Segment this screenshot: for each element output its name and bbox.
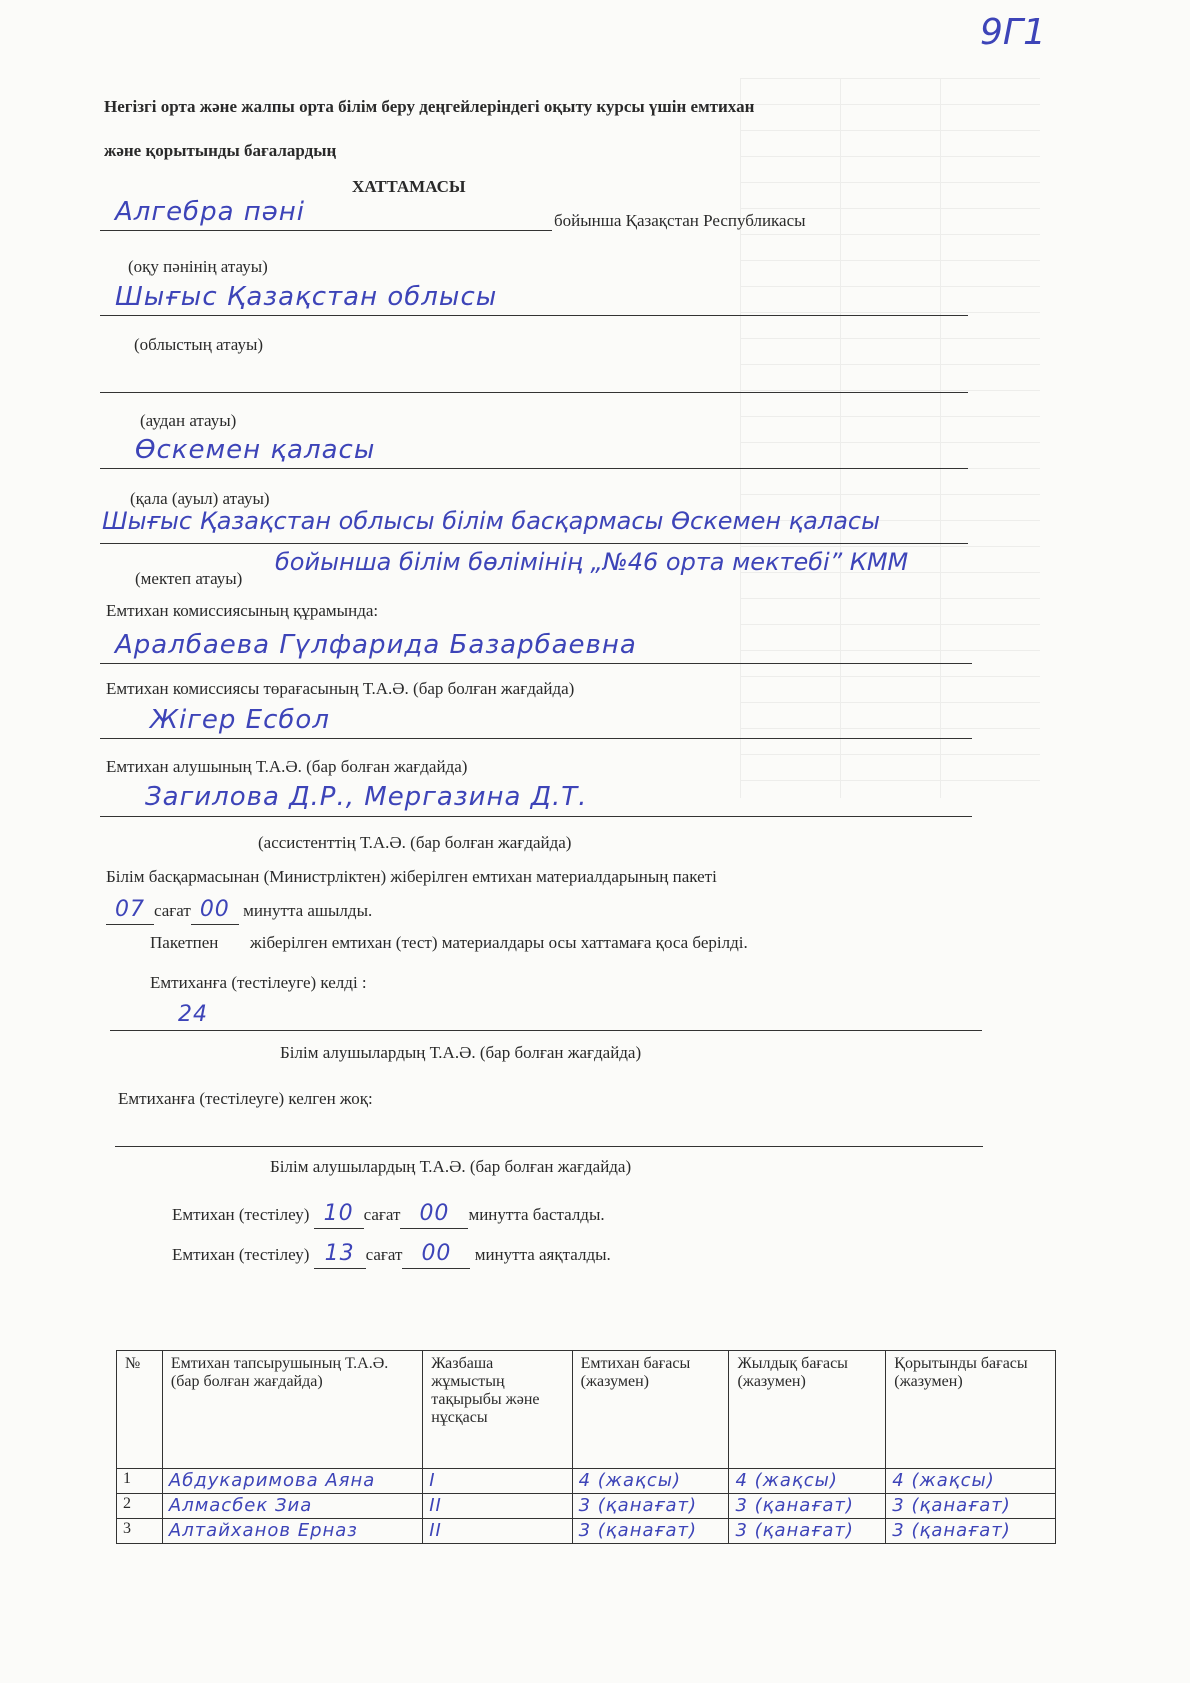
grades-table	[116, 1350, 1056, 1544]
row-final-grade: 3 (қанағат)	[886, 1494, 1056, 1519]
subject-line	[100, 230, 552, 231]
start-minute-label: минутта басталды.	[468, 1205, 605, 1224]
header-annual-grade: Жылдық бағасы (жазумен)	[729, 1351, 886, 1469]
subject-value: Алгебра пәні	[115, 197, 306, 227]
row-final-grade: 4 (жақсы)	[886, 1469, 1056, 1494]
row-name: Алтайханов Ерназ	[162, 1519, 422, 1544]
package-minute-blank	[191, 896, 239, 925]
row-annual-grade: 4 (жақсы)	[729, 1469, 886, 1494]
package-minute-label: минутта ашылды.	[243, 901, 373, 920]
header-examinee-name: Емтихан тапсырушының Т.А.Ә. (бар болған жағдайда)	[162, 1351, 422, 1469]
row-number: 2	[117, 1494, 163, 1519]
school-line	[100, 543, 968, 544]
row-exam-grade: 3 (қанағат)	[572, 1519, 729, 1544]
chair-label: Емтихан комиссиясы төрағасының Т.А.Ә. (бар болған жағдайда)	[106, 679, 575, 698]
row-number: 3	[117, 1519, 163, 1544]
arrived-line	[110, 1030, 982, 1031]
commission-label: Емтихан комиссиясының құрамында:	[106, 601, 379, 620]
table-row	[117, 1494, 1056, 1519]
end-hour-label: сағат	[365, 1245, 403, 1264]
school-caption: (мектеп атауы)	[135, 569, 243, 588]
absent-caption: Білім алушылардың Т.А.Ә. (бар болған жағдайда)	[270, 1157, 632, 1176]
start-hour-blank	[314, 1200, 364, 1229]
arrived-value: 24	[178, 1002, 208, 1027]
table-row	[117, 1469, 1056, 1494]
chair-value: Жігер Есбол	[150, 705, 330, 735]
end-hour-blank	[314, 1240, 366, 1269]
package-time	[106, 896, 372, 925]
city-caption: (қала (ауыл) атауы)	[130, 489, 270, 508]
end-minute-label: минутта аяқталды.	[474, 1245, 611, 1264]
arrived-label: Емтиханға (тестілеуге) келді :	[150, 973, 367, 992]
subject-suffix: бойынша Қазақстан Республикасы	[554, 211, 806, 230]
end-label: Емтихан (тестілеу)	[172, 1245, 310, 1264]
attached-right: жіберілген емтихан (тест) материалдары осы хаттамаға қоса берілді.	[250, 933, 748, 952]
package-hour: 07	[115, 897, 145, 922]
start-label: Емтихан (тестілеу)	[172, 1205, 310, 1224]
row-final-grade: 3 (қанағат)	[886, 1519, 1056, 1544]
row-name: Алмасбек Зиа	[162, 1494, 422, 1519]
show-through-table	[740, 78, 1040, 798]
commission-line	[100, 663, 972, 664]
subject-caption: (оқу пәнінің атауы)	[128, 257, 268, 276]
document-title: ХАТТАМАСЫ	[352, 177, 466, 196]
school-value-line-2: бойынша білім бөлімінің „№46 орта мектебі” КММ	[275, 548, 909, 576]
start-minute-blank	[400, 1200, 468, 1229]
row-variant: I	[423, 1469, 572, 1494]
package-hour-label: сағат	[154, 901, 191, 920]
end-minute-blank	[402, 1240, 470, 1269]
district-line	[100, 392, 968, 393]
package-text: Білім басқармасынан (Министрліктен) жіберілген емтихан материалдарының пакеті	[106, 867, 717, 886]
header-line-1: Негізгі орта және жалпы орта білім беру деңгейлеріндегі оқыту курсы үшін емтихан	[104, 97, 755, 116]
region-line	[100, 315, 968, 316]
start-hour-label: сағат	[363, 1205, 401, 1224]
examiner-label: Емтихан алушының Т.А.Ә. (бар болған жағдайда)	[106, 757, 468, 776]
row-variant: II	[423, 1519, 572, 1544]
header-final-grade: Қорытынды бағасы (жазумен)	[886, 1351, 1056, 1469]
region-value: Шығыс Қазақстан облысы	[115, 282, 498, 312]
header-exam-grade: Емтихан бағасы (жазумен)	[572, 1351, 729, 1469]
header-topic-variant: Жазбаша жұмыстың тақырыбы және нұсқасы	[423, 1351, 572, 1469]
absent-label: Емтиханға (тестілеуге) келген жоқ:	[118, 1089, 373, 1108]
start-minute: 00	[419, 1201, 450, 1226]
end-row	[172, 1240, 611, 1269]
absent-line	[115, 1146, 983, 1147]
school-value-line-1: Шығыс Қазақстан облысы білім басқармасы Өскемен қаласы	[102, 507, 881, 535]
city-value: Өскемен қаласы	[135, 435, 376, 465]
row-name: Абдукаримова Аяна	[162, 1469, 422, 1494]
row-annual-grade: 3 (қанағат)	[729, 1494, 886, 1519]
examiner-line	[100, 816, 972, 817]
end-hour: 13	[324, 1241, 355, 1266]
table-row	[117, 1519, 1056, 1544]
city-line	[100, 468, 968, 469]
package-minute: 00	[199, 897, 230, 922]
arrived-caption: Білім алушылардың Т.А.Ә. (бар болған жағдайда)	[280, 1043, 642, 1062]
table-header-row	[117, 1351, 1056, 1469]
end-minute: 00	[421, 1241, 452, 1266]
start-row	[172, 1200, 605, 1229]
region-caption: (облыстың атауы)	[134, 335, 264, 354]
examiner-value: Загилова Д.Р., Мергазина Д.Т.	[145, 782, 588, 812]
row-number: 1	[117, 1469, 163, 1494]
chair-line	[100, 738, 972, 739]
row-exam-grade: 3 (қанағат)	[572, 1494, 729, 1519]
attached-left: Пакетпен	[150, 933, 219, 952]
district-caption: (аудан атауы)	[140, 411, 237, 430]
start-hour: 10	[323, 1201, 354, 1226]
row-exam-grade: 4 (жақсы)	[572, 1469, 729, 1494]
commission-value: Аралбаева Гүлфарида Базарбаевна	[115, 630, 637, 660]
package-hour-blank	[106, 896, 154, 925]
header-number: №	[117, 1351, 163, 1469]
header-line-2: және қорытынды бағалардың	[104, 141, 337, 160]
page-number: 9Г1	[980, 12, 1046, 53]
row-variant: II	[423, 1494, 572, 1519]
assistant-caption: (ассистенттің Т.А.Ә. (бар болған жағдайда)	[258, 833, 572, 852]
row-annual-grade: 3 (қанағат)	[729, 1519, 886, 1544]
